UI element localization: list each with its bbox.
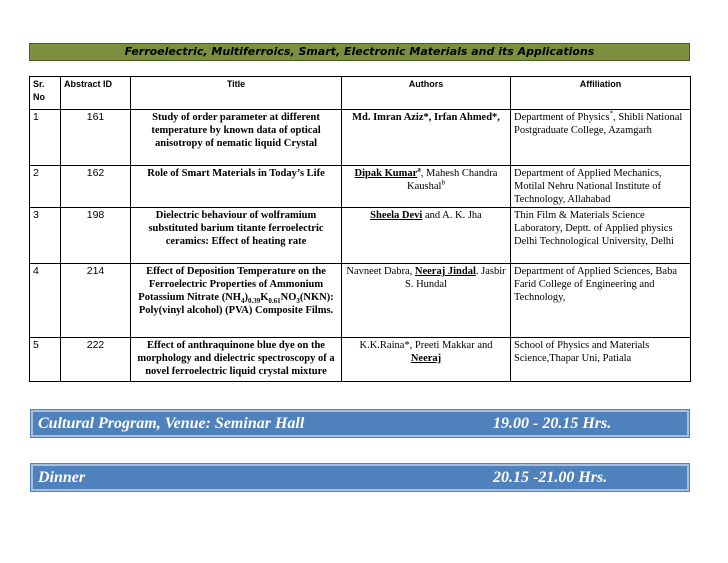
cell-affiliation: Thin Film & Materials Science Laboratory, Deptt. of Applied physics Delhi Technological University, Delhi <box>511 208 691 264</box>
header-sr-no: Sr. No <box>30 77 61 110</box>
cultural-program-banner <box>31 410 689 437</box>
cell-authors: Dipak Kumar$^a$, Mahesh Chandra Kaushal$^b$ <box>342 166 511 208</box>
cell-affiliation: School of Physics and Materials Science,Thapar Uni, Patiala <box>511 338 691 382</box>
header-authors: Authors <box>342 77 511 110</box>
cell-abstract-id: 162 <box>61 166 131 208</box>
table-row <box>30 338 691 382</box>
event-name: Cultural Program, Venue: Seminar Hall <box>38 415 305 432</box>
cell-sr: 3 <box>30 208 61 264</box>
cell-title: Role of Smart Materials in Today’s Life <box>131 166 342 208</box>
table-row <box>30 208 691 264</box>
cell-sr: 4 <box>30 264 61 338</box>
cell-authors: Navneet Dabra, Neeraj Jindal. Jasbir S. Hundal <box>342 264 511 338</box>
cell-title: Effect of anthraquinone blue dye on the morphology and dielectric spectroscopy of a novel ferroelectric liquid crystal mixture <box>131 338 342 382</box>
cell-affiliation: Department of Applied Sciences, Baba Farid College of Engineering and Technology, <box>511 264 691 338</box>
cell-affiliation: Department of Physics*, Shibli National Postgraduate College, Azamgarh <box>511 110 691 166</box>
cell-abstract-id: 198 <box>61 208 131 264</box>
cell-abstract-id: 222 <box>61 338 131 382</box>
event-name: Dinner <box>38 469 86 486</box>
cell-abstract-id: 214 <box>61 264 131 338</box>
cell-authors: K.K.Raina*, Preeti Makkar and Neeraj <box>342 338 511 382</box>
table-row <box>30 166 691 208</box>
table-header-row <box>30 77 691 110</box>
cell-abstract-id: 161 <box>61 110 131 166</box>
table-row <box>30 110 691 166</box>
table-row <box>30 264 691 338</box>
cell-affiliation: Department of Applied Mechanics, Motilal Nehru National Institute of Technology, Allahabad <box>511 166 691 208</box>
cell-title: Effect of Deposition Temperature on the Ferroelectric Properties of Ammonium Potassium Nitrate $(NH_4)_{0.39}K_{0.61}NO_3(NKN)$: Poly(vinyl alcohol) (PVA) Composite Films. <box>131 264 342 338</box>
event-time: 20.15 -21.00 Hrs. <box>493 469 608 486</box>
cell-sr: 2 <box>30 166 61 208</box>
cell-authors: Md. Imran Aziz*, Irfan Ahmed*, <box>342 110 511 166</box>
section-title-bar <box>29 43 690 61</box>
section-title: Ferroelectric, Multiferroics, Smart, Electronic Materials and its Applications <box>124 45 595 58</box>
cell-sr: 5 <box>30 338 61 382</box>
cell-title: Dielectric behaviour of wolframium substituted barium titante ferroelectric ceramics: Effect of heating rate <box>131 208 342 264</box>
header-affiliation: Affiliation <box>511 77 691 110</box>
schedule-table <box>29 76 691 382</box>
header-abstract-id: Abstract ID <box>61 77 131 110</box>
dinner-banner <box>31 464 689 491</box>
header-title: Title <box>131 77 342 110</box>
event-time: 19.00 - 20.15 Hrs. <box>493 415 612 432</box>
cell-title: Study of order parameter at different temperature by known data of optical anisotropy of nematic liquid Crystal <box>131 110 342 166</box>
cell-sr: 1 <box>30 110 61 166</box>
cell-authors: Sheela Devi and A. K. Jha <box>342 208 511 264</box>
